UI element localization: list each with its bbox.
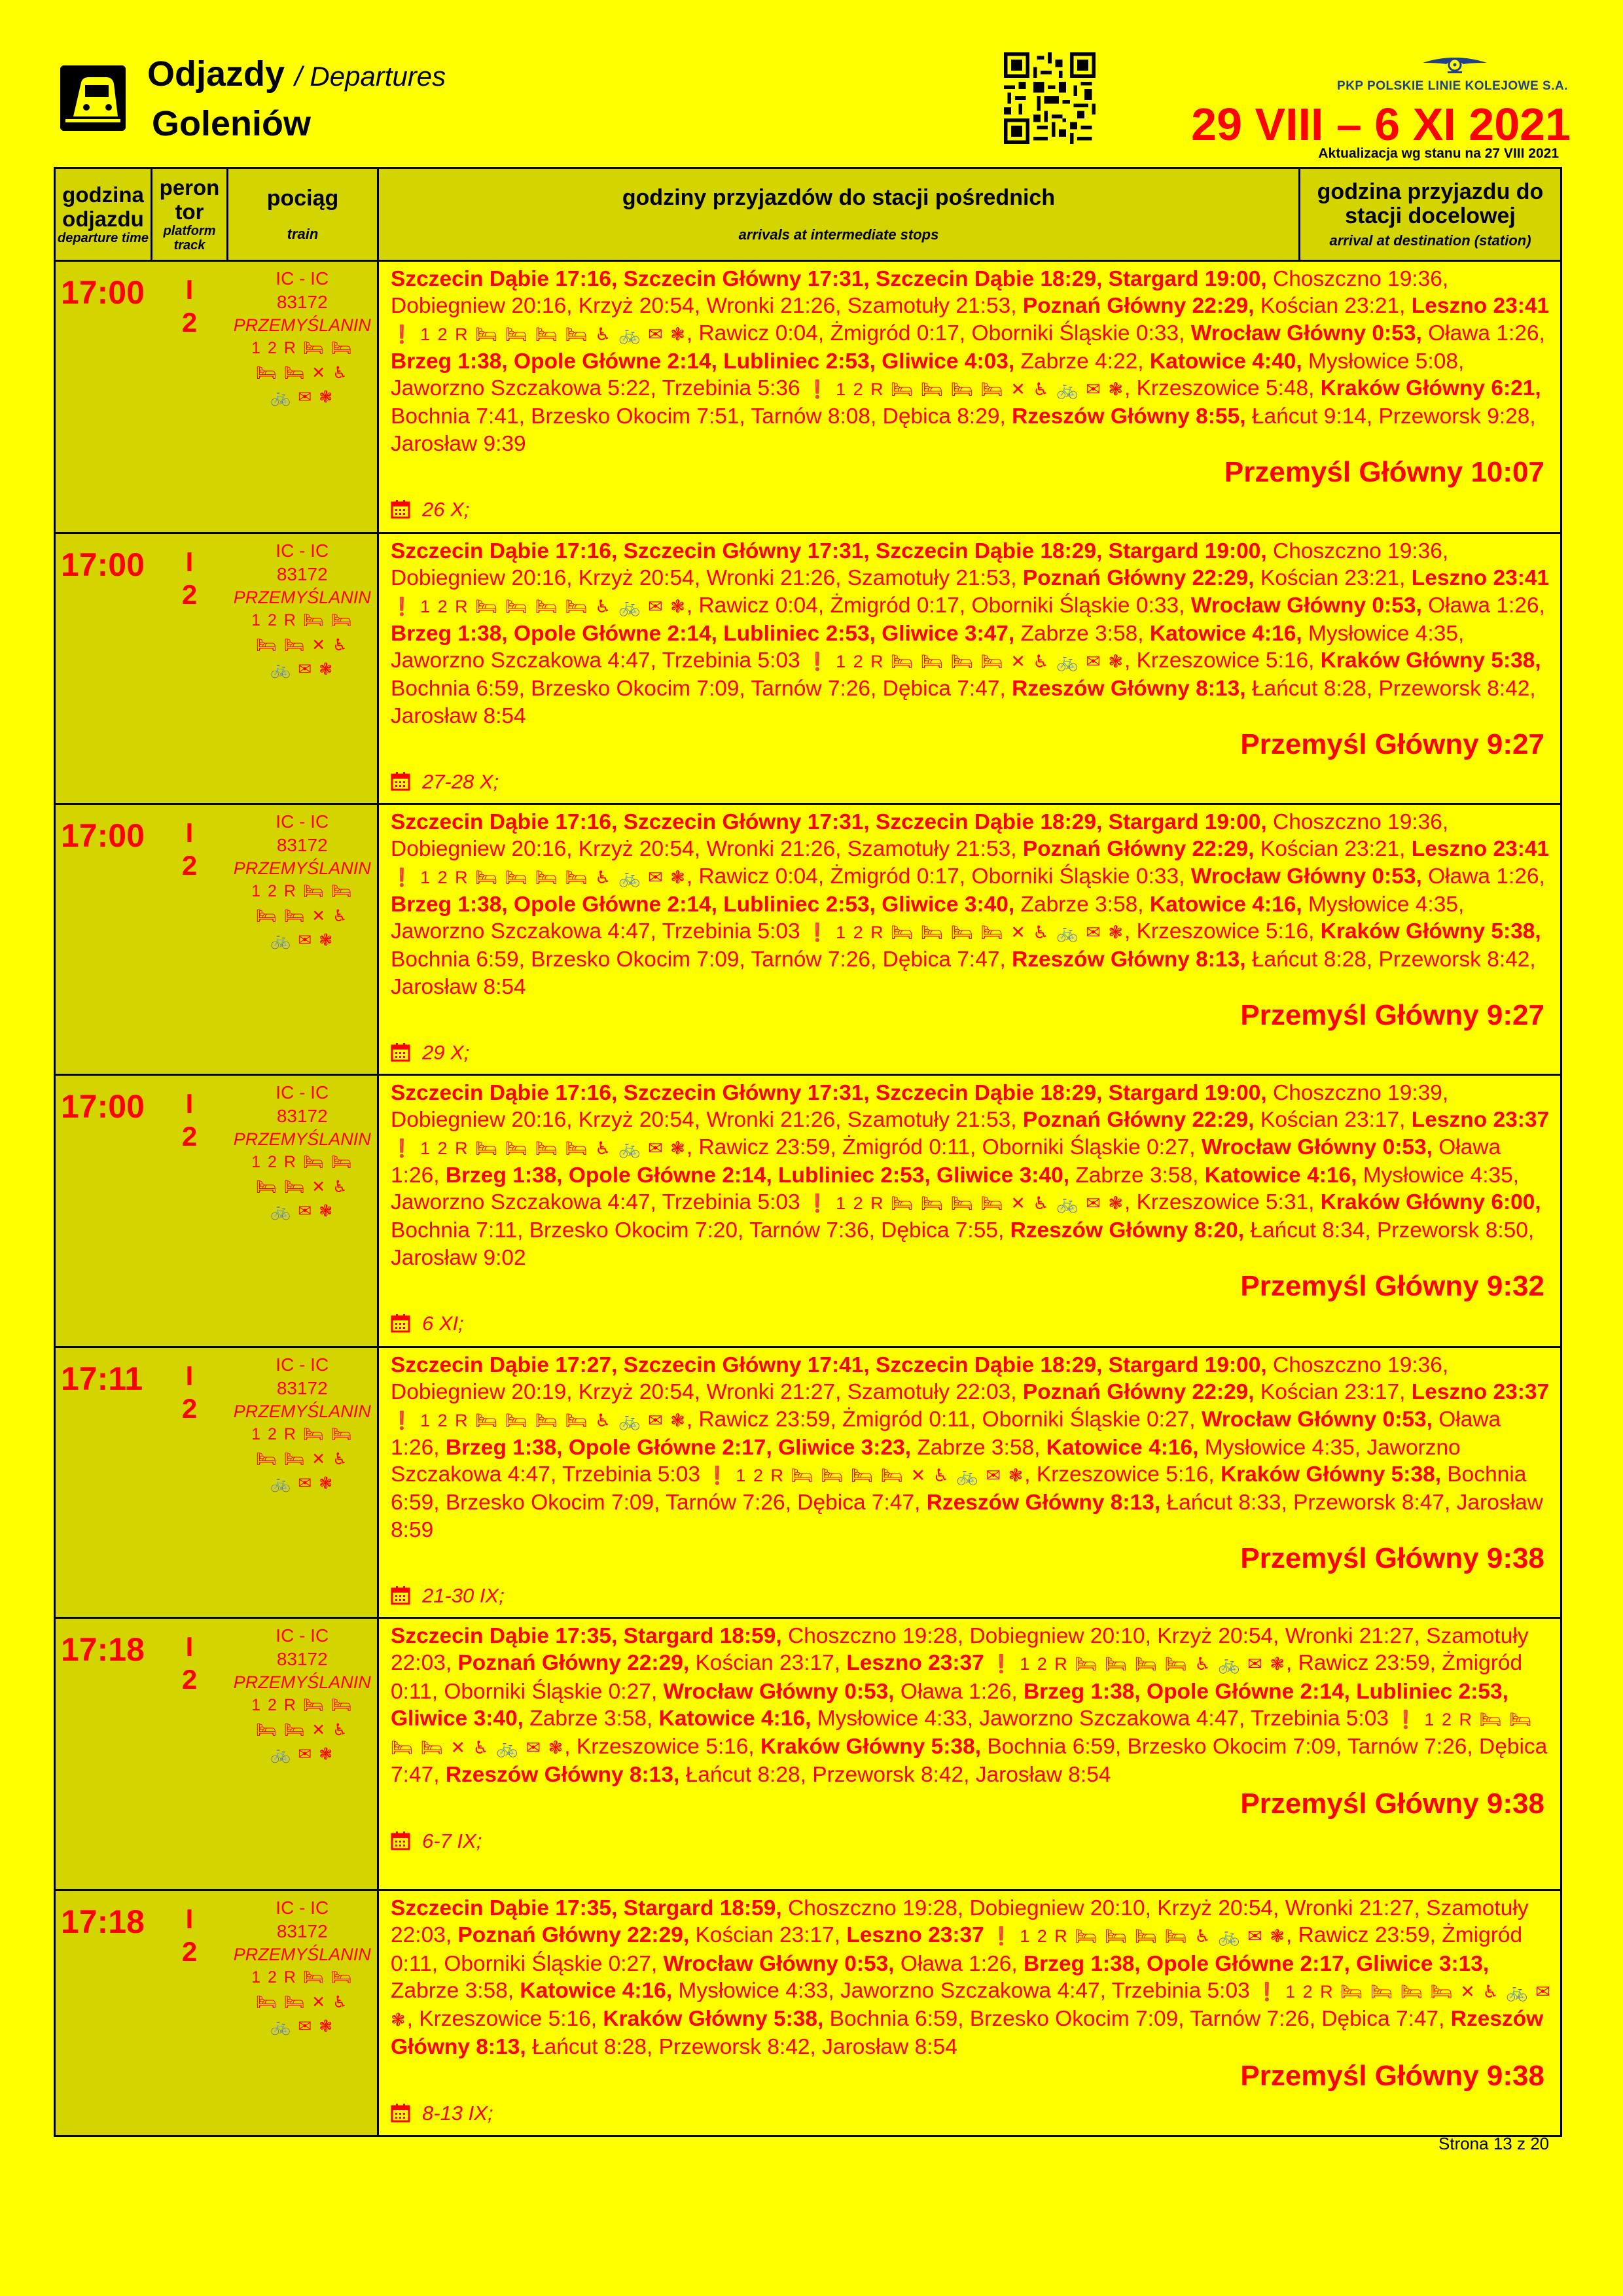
destination-arrival: Przemyśl Główny 9:38 (1240, 2059, 1544, 2092)
restaurant-icon: ✕ (312, 1992, 327, 2011)
reservation-icon: R (283, 1968, 297, 1987)
service-icons (228, 879, 378, 904)
platform-cell (152, 804, 228, 1075)
children-icon: ❃ (319, 2017, 334, 2036)
table-row (55, 1347, 1561, 1618)
first-class-icon: 1 (251, 1425, 262, 1444)
platform-number: 2 (181, 579, 198, 610)
couchette-icon: 🛏 (255, 1449, 278, 1468)
train-category: IC - IC (276, 811, 329, 832)
sleeper-icon: 🛏 (330, 1696, 353, 1715)
col-train-en: train (287, 226, 319, 243)
running-dates (391, 497, 1554, 523)
couchette-icon: 🛏 (255, 635, 278, 654)
running-dates (391, 1828, 1554, 1854)
reservation-icon: R (283, 339, 297, 358)
col-train (228, 168, 378, 261)
restaurant-icon: ✕ (312, 635, 327, 654)
intermediate-stops: Szczecin Dąbie 17:16, Szczecin Główny 17:31, Szczecin Dąbie 18:29, Stargard 19:00, Choszczno 19:36, Dobiegniew 20:16, Krzyż 20:54, Wronki 21:26, Szamotuły 21:53, Poznań Główny 22:29, Kościan 23:21, Leszno 23:41 ❗ 1 2 R 🛏 🛏 🛏 🛏 ♿ 🚲 ✉ ❃, Rawicz 0:04, Żmigród 0:17, Oborniki Śląskie 0:33, Wrocław Główny 0:53, Oława 1:26, Brzeg 1:38, Opole Główne 2:14, Lubliniec 2:53, Gliwice 3:40, Zabrze 3:58, Katowice 4:16, Mysłowice 4:35, Jaworzno Szczakowa 4:47, Trzebinia 5:03 ❗ 1 2 R 🛏 🛏 🛏 🛏 ✕ ♿ 🚲 ✉ ❃, Krzeszowice 5:16, Kraków Główny 5:38, Bochnia 6:59, Brzesko Okocim 7:09, Tarnów 7:26, Dębica 7:47, Rzeszów Główny 8:13, Łańcut 8:28, Przeworsk 8:42, Jarosław 8:54 (391, 810, 1550, 999)
service-icons (228, 1150, 378, 1175)
service-icons (228, 1966, 378, 1990)
table-row (55, 1890, 1561, 2136)
couchette-icon: 🛏 (255, 1720, 278, 1739)
couchette-icon: 🛏 (255, 363, 278, 382)
sleeper-icon: 🛏 (283, 1177, 306, 1196)
intermediate-stops: Szczecin Dąbie 17:35, Stargard 18:59, Choszczno 19:28, Dobiegniew 20:10, Krzyż 20:54, Wronki 21:27, Szamotuły 22:03, Poznań Główny 22:29, Kościan 23:17, Leszno 23:37 ❗ 1 2 R 🛏 🛏 🛏 🛏 ♿ 🚲 ✉ ❃, Rawicz 23:59, Żmigród 0:11, Oborniki Śląskie 0:27, Wrocław Główny 0:53, Oława 1:26, Brzeg 1:38, Opole Główne 2:14, Lubliniec 2:53, Gliwice 3:40, Zabrze 3:58, Katowice 4:16, Mysłowice 4:33, Jaworzno Szczakowa 4:47, Trzebinia 5:03 ❗ 1 2 R 🛏 🛏 🛏 🛏 ✕ ♿ 🚲 ✉ ❃, Krzeszowice 5:16, Kraków Główny 5:38, Bochnia 6:59, Brzesko Okocim 7:09, Tarnów 7:26, Dębica 7:47, Rzeszów Główny 8:13, Łańcut 8:28, Przeworsk 8:42, Jarosław 8:54 (391, 1624, 1548, 1788)
train-cell (228, 804, 378, 1075)
train-front-icon (60, 65, 126, 131)
departures-body (55, 261, 1561, 2136)
table-row (55, 804, 1561, 1075)
departure-time: 17:00 (61, 817, 145, 854)
route-cell (378, 533, 1561, 804)
second-class-icon: 2 (268, 1153, 278, 1172)
restaurant-icon: ✕ (312, 363, 327, 382)
children-icon: ❃ (319, 1202, 334, 1221)
bicycle-icon: 🚲 (270, 1474, 293, 1493)
service-icons (228, 609, 378, 633)
platform-cell (152, 1618, 228, 1890)
platform-number: 2 (181, 850, 198, 881)
train-cell (228, 1618, 378, 1890)
train-cell (228, 1075, 378, 1347)
mail-icon: ✉ (298, 931, 313, 950)
wheelchair-icon: ♿ (332, 1992, 349, 2011)
route-cell (378, 1890, 1561, 2136)
departure-time: 17:00 (61, 274, 145, 311)
couchette-icon: 🛏 (302, 1968, 325, 1987)
service-icons (228, 633, 378, 658)
bicycle-icon: 🚲 (270, 2017, 293, 2036)
route-cell (378, 1347, 1561, 1618)
children-icon: ❃ (319, 388, 334, 407)
mail-icon: ✉ (298, 1745, 313, 1764)
train-number: 83172 (276, 563, 328, 584)
sleeper-icon: 🛏 (330, 1425, 353, 1444)
service-icons (228, 1718, 378, 1743)
col-departure (55, 168, 152, 261)
platform-number: 2 (181, 1393, 198, 1424)
running-dates-text: 8-13 IX; (422, 2101, 493, 2125)
route-cell (378, 261, 1561, 533)
qr-code[interactable] (1004, 52, 1096, 144)
track-number: I (185, 1360, 194, 1391)
departure-time: 17:18 (61, 1631, 145, 1668)
col-platform-en: platform track (163, 223, 216, 253)
sleeper-icon: 🛏 (283, 1720, 306, 1739)
intermediate-stops: Szczecin Dąbie 17:16, Szczecin Główny 17:31, Szczecin Dąbie 18:29, Stargard 19:00, Choszczno 19:36, Dobiegniew 20:16, Krzyż 20:54, Wronki 21:26, Szamotuły 21:53, Poznań Główny 22:29, Kościan 23:21, Leszno 23:41 ❗ 1 2 R 🛏 🛏 🛏 🛏 ♿ 🚲 ✉ ❃, Rawicz 0:04, Żmigród 0:17, Oborniki Śląskie 0:33, Wrocław Główny 0:53, Oława 1:26, Brzeg 1:38, Opole Główne 2:14, Lubliniec 2:53, Gliwice 3:47, Zabrze 3:58, Katowice 4:16, Mysłowice 4:35, Jaworzno Szczakowa 4:47, Trzebinia 5:03 ❗ 1 2 R 🛏 🛏 🛏 🛏 ✕ ♿ 🚲 ✉ ❃, Krzeszowice 5:16, Kraków Główny 5:38, Bochnia 6:59, Brzesko Okocim 7:09, Tarnów 7:26, Dębica 7:47, Rzeszów Główny 8:13, Łańcut 8:28, Przeworsk 8:42, Jarosław 8:54 (391, 539, 1550, 728)
bicycle-icon: 🚲 (270, 388, 293, 407)
platform-number: 2 (181, 1936, 198, 1968)
running-dates (391, 1583, 1554, 1609)
reservation-icon: R (283, 882, 297, 901)
running-dates (391, 1311, 1554, 1337)
service-icons (228, 1175, 378, 1200)
departure-time: 17:18 (61, 1903, 145, 1940)
track-number: I (185, 817, 194, 848)
departure-time: 17:11 (61, 1360, 143, 1397)
platform-cell (152, 261, 228, 533)
calendar-icon (391, 771, 410, 791)
service-icons (228, 904, 378, 929)
bicycle-icon: 🚲 (270, 931, 293, 950)
sleeper-icon: 🛏 (283, 635, 306, 654)
running-dates-text: 27-28 X; (422, 770, 499, 794)
train-category: IC - IC (276, 268, 329, 289)
running-dates (391, 1040, 1554, 1066)
table-row (55, 1075, 1561, 1347)
service-icons (228, 385, 378, 410)
train-number: 83172 (276, 1105, 328, 1126)
mail-icon: ✉ (298, 1202, 313, 1221)
running-dates-text: 6-7 IX; (422, 1829, 482, 1852)
col-destination-pl: godzina przyjazdu do stacji docelowej (1317, 179, 1544, 229)
second-class-icon: 2 (268, 339, 278, 358)
page-number: Strona 13 z 20 (1438, 2134, 1550, 2153)
train-cell (228, 533, 378, 804)
calendar-icon (391, 499, 410, 519)
platform-cell (152, 533, 228, 804)
table-header-row (55, 168, 1561, 261)
reservation-icon: R (283, 611, 297, 630)
first-class-icon: 1 (251, 1153, 262, 1172)
platform-number: 2 (181, 1664, 198, 1695)
col-platform-pl: peron tor (159, 175, 220, 224)
train-name: PRZEMYŚLANIN (233, 1672, 371, 1692)
departure-time: 17:00 (61, 1088, 145, 1125)
intermediate-stops: Szczecin Dąbie 17:16, Szczecin Główny 17:31, Szczecin Dąbie 18:29, Stargard 19:00, Choszczno 19:36, Dobiegniew 20:16, Krzyż 20:54, Wronki 21:26, Szamotuły 21:53, Poznań Główny 22:29, Kościan 23:21, Leszno 23:41 ❗ 1 2 R 🛏 🛏 🛏 🛏 ♿ 🚲 ✉ ❃, Rawicz 0:04, Żmigród 0:17, Oborniki Śląskie 0:33, Wrocław Główny 0:53, Oława 1:26, Brzeg 1:38, Opole Główne 2:14, Lubliniec 2:53, Gliwice 4:03, Zabrze 4:22, Katowice 4:40, Mysłowice 5:08, Jaworzno Szczakowa 5:22, Trzebinia 5:36 ❗ 1 2 R 🛏 🛏 🛏 🛏 ✕ ♿ 🚲 ✉ ❃, Krzeszowice 5:48, Kraków Główny 6:21, Bochnia 7:41, Brzesko Okocim 7:51, Tarnów 8:08, Dębica 8:29, Rzeszów Główny 8:55, Łańcut 9:14, Przeworsk 9:28, Jarosław 9:39 (391, 267, 1550, 456)
train-name: PRZEMYŚLANIN (233, 858, 371, 878)
mail-icon: ✉ (298, 1474, 313, 1493)
departure-time-cell (55, 1075, 152, 1347)
departure-time: 17:00 (61, 546, 145, 583)
children-icon: ❃ (319, 660, 334, 679)
wheelchair-icon: ♿ (332, 1449, 349, 1468)
destination-arrival: Przemyśl Główny 9:38 (1240, 1542, 1544, 1575)
service-icons (228, 1742, 378, 1767)
departure-time-cell (55, 261, 152, 533)
children-icon: ❃ (319, 1745, 334, 1764)
service-icons (228, 1990, 378, 2015)
first-class-icon: 1 (251, 1968, 262, 1987)
sleeper-icon: 🛏 (330, 611, 353, 630)
service-icons (228, 658, 378, 682)
train-number: 83172 (276, 1920, 328, 1941)
second-class-icon: 2 (268, 1425, 278, 1444)
track-number: I (185, 1088, 194, 1119)
departure-time-cell (55, 804, 152, 1075)
wheelchair-icon: ♿ (332, 1720, 349, 1739)
col-departure-pl: godzina odjazdu (62, 183, 144, 231)
running-dates (391, 769, 1554, 795)
calendar-icon (391, 1831, 410, 1850)
title-pl: Odjazdy (147, 54, 285, 94)
track-number: I (185, 274, 194, 305)
col-intermediate-en: arrivals at intermediate stops (738, 226, 939, 243)
first-class-icon: 1 (251, 611, 262, 630)
route-cell (378, 1075, 1561, 1347)
bicycle-icon: 🚲 (270, 660, 293, 679)
intermediate-stops: Szczecin Dąbie 17:35, Stargard 18:59, Choszczno 19:28, Dobiegniew 20:10, Krzyż 20:54, Wronki 21:27, Szamotuły 22:03, Poznań Główny 22:29, Kościan 23:17, Leszno 23:37 ❗ 1 2 R 🛏 🛏 🛏 🛏 ♿ 🚲 ✉ ❃, Rawicz 23:59, Żmigród 0:11, Oborniki Śląskie 0:27, Wrocław Główny 0:53, Oława 1:26, Brzeg 1:38, Opole Główne 2:17, Gliwice 3:13, Zabrze 3:58, Katowice 4:16, Mysłowice 4:33, Jaworzno Szczakowa 4:47, Trzebinia 5:03 ❗ 1 2 R 🛏 🛏 🛏 🛏 ✕ ♿ 🚲 ✉ ❃, Krzeszowice 5:16, Kraków Główny 5:38, Bochnia 6:59, Brzesko Okocim 7:09, Tarnów 7:26, Dębica 7:47, Rzeszów Główny 8:13, Łańcut 8:28, Przeworsk 8:42, Jarosław 8:54 (391, 1896, 1552, 2060)
reservation-icon: R (283, 1696, 297, 1715)
sleeper-icon: 🛏 (283, 1449, 306, 1468)
second-class-icon: 2 (268, 882, 278, 901)
service-icons (228, 1199, 378, 1224)
title-en: / Departures (294, 61, 446, 92)
calendar-icon (391, 1042, 410, 1062)
table-row (55, 261, 1561, 533)
train-number: 83172 (276, 1648, 328, 1669)
couchette-icon: 🛏 (302, 339, 325, 358)
train-name: PRZEMYŚLANIN (233, 1401, 371, 1421)
intermediate-stops: Szczecin Dąbie 17:16, Szczecin Główny 17:31, Szczecin Dąbie 18:29, Stargard 19:00, Choszczno 19:39, Dobiegniew 20:16, Krzyż 20:54, Wronki 21:26, Szamotuły 21:53, Poznań Główny 22:29, Kościan 23:17, Leszno 23:37 ❗ 1 2 R 🛏 🛏 🛏 🛏 ♿ 🚲 ✉ ❃, Rawicz 23:59, Żmigród 0:11, Oborniki Śląskie 0:27, Wrocław Główny 0:53, Oława 1:26, Brzeg 1:38, Opole Główne 2:14, Lubliniec 2:53, Gliwice 3:40, Zabrze 3:58, Katowice 4:16, Mysłowice 4:35, Jaworzno Szczakowa 4:47, Trzebinia 5:03 ❗ 1 2 R 🛏 🛏 🛏 🛏 ✕ ♿ 🚲 ✉ ❃, Krzeszowice 5:31, Kraków Główny 6:00, Bochnia 7:11, Brzesko Okocim 7:20, Tarnów 7:36, Dębica 7:55, Rzeszów Główny 8:20, Łańcut 8:34, Przeworsk 8:50, Jarosław 9:02 (391, 1081, 1550, 1270)
mail-icon: ✉ (298, 2017, 313, 2036)
winged-wheel-logo (1419, 54, 1491, 76)
destination-arrival: Przemyśl Główny 9:27 (1240, 999, 1544, 1032)
destination-arrival: Przemyśl Główny 9:27 (1240, 728, 1544, 761)
reservation-icon: R (283, 1425, 297, 1444)
brand-name: PKP POLSKIE LINIE KOLEJOWE S.A. (1337, 79, 1568, 93)
destination-arrival: Przemyśl Główny 10:07 (1224, 456, 1544, 489)
departure-time-cell (55, 533, 152, 804)
wheelchair-icon: ♿ (332, 906, 349, 925)
platform-cell (152, 1075, 228, 1347)
first-class-icon: 1 (251, 882, 262, 901)
brand-block (1319, 54, 1568, 94)
restaurant-icon: ✕ (312, 1449, 327, 1468)
train-name: PRZEMYŚLANIN (233, 1944, 371, 1964)
running-dates-text: 29 X; (422, 1041, 470, 1065)
mail-icon: ✉ (298, 660, 313, 679)
service-icons (228, 1472, 378, 1496)
col-departure-en: departure time (58, 230, 149, 245)
service-icons (228, 928, 378, 953)
restaurant-icon: ✕ (312, 906, 327, 925)
train-category: IC - IC (276, 1898, 329, 1918)
service-icons (228, 1693, 378, 1718)
sleeper-icon: 🛏 (283, 906, 306, 925)
sleeper-icon: 🛏 (330, 1968, 353, 1987)
running-dates (391, 2100, 1554, 2127)
train-cell (228, 261, 378, 533)
running-dates-text: 6 XI; (422, 1312, 464, 1335)
track-number: I (185, 546, 194, 577)
calendar-icon (391, 1585, 410, 1605)
platform-cell (152, 1890, 228, 2136)
couchette-icon: 🛏 (255, 1992, 278, 2011)
route-cell (378, 804, 1561, 1075)
platform-number: 2 (181, 1121, 198, 1152)
departure-time-cell (55, 1618, 152, 1890)
train-number: 83172 (276, 834, 328, 855)
train-name: PRZEMYŚLANIN (233, 315, 371, 335)
wheelchair-icon: ♿ (332, 1177, 349, 1196)
children-icon: ❃ (319, 931, 334, 950)
platform-number: 2 (181, 307, 198, 338)
reservation-icon: R (283, 1153, 297, 1172)
service-icons (228, 336, 378, 361)
couchette-icon: 🛏 (302, 1425, 325, 1444)
page-title (147, 54, 446, 94)
departure-time-cell (55, 1890, 152, 2136)
bicycle-icon: 🚲 (270, 1202, 293, 1221)
sleeper-icon: 🛏 (283, 363, 306, 382)
train-name: PRZEMYŚLANIN (233, 1129, 371, 1149)
calendar-icon (391, 2103, 410, 2123)
intermediate-stops: Szczecin Dąbie 17:27, Szczecin Główny 17:41, Szczecin Dąbie 18:29, Stargard 19:00, Choszczno 19:36, Dobiegniew 20:19, Krzyż 20:54, Wronki 21:27, Szamotuły 22:03, Poznań Główny 22:29, Kościan 23:17, Leszno 23:37 ❗ 1 2 R 🛏 🛏 🛏 🛏 ♿ 🚲 ✉ ❃, Rawicz 23:59, Żmigród 0:11, Oborniki Śląskie 0:27, Wrocław Główny 0:53, Oława 1:26, Brzeg 1:38, Opole Główne 2:17, Gliwice 3:23, Zabrze 3:58, Katowice 4:16, Mysłowice 4:35, Jaworzno Szczakowa 4:47, Trzebinia 5:03 ❗ 1 2 R 🛏 🛏 🛏 🛏 ✕ ♿ 🚲 ✉ ❃, Krzeszowice 5:16, Kraków Główny 5:38, Bochnia 6:59, Brzesko Okocim 7:09, Tarnów 7:26, Dębica 7:47, Rzeszów Główny 8:13, Łańcut 8:33, Przeworsk 8:47, Jarosław 8:59 (391, 1353, 1550, 1542)
table-row (55, 533, 1561, 804)
second-class-icon: 2 (268, 1696, 278, 1715)
col-intermediate (378, 168, 1300, 261)
sleeper-icon: 🛏 (330, 339, 353, 358)
service-icons (228, 361, 378, 386)
couchette-icon: 🛏 (302, 611, 325, 630)
train-category: IC - IC (276, 540, 329, 561)
departures-table (54, 167, 1562, 2137)
first-class-icon: 1 (251, 339, 262, 358)
couchette-icon: 🛏 (302, 882, 325, 901)
wheelchair-icon: ♿ (332, 363, 349, 382)
col-intermediate-pl: godziny przyjazdów do stacji pośrednich (622, 185, 1056, 210)
second-class-icon: 2 (268, 611, 278, 630)
bicycle-icon: 🚲 (270, 1745, 293, 1764)
train-category: IC - IC (276, 1625, 329, 1646)
restaurant-icon: ✕ (312, 1177, 327, 1196)
sleeper-icon: 🛏 (330, 882, 353, 901)
couchette-icon: 🛏 (302, 1153, 325, 1172)
page-header (0, 0, 1623, 167)
service-icons (228, 1447, 378, 1472)
track-number: I (185, 1631, 194, 1662)
train-cell (228, 1347, 378, 1618)
train-category: IC - IC (276, 1354, 329, 1375)
running-dates-text: 26 X; (422, 498, 470, 521)
col-destination (1300, 168, 1561, 261)
track-number: I (185, 1903, 194, 1934)
col-platform (152, 168, 228, 261)
train-name: PRZEMYŚLANIN (233, 587, 371, 607)
couchette-icon: 🛏 (255, 1177, 278, 1196)
table-row (55, 1618, 1561, 1890)
second-class-icon: 2 (268, 1968, 278, 1987)
restaurant-icon: ✕ (312, 1720, 327, 1739)
service-icons (228, 1422, 378, 1447)
col-train-pl: pociąg (266, 185, 339, 211)
running-dates-text: 21-30 IX; (422, 1584, 505, 1608)
route-cell (378, 1618, 1561, 1890)
couchette-icon: 🛏 (255, 906, 278, 925)
mail-icon: ✉ (298, 388, 313, 407)
sleeper-icon: 🛏 (330, 1153, 353, 1172)
sleeper-icon: 🛏 (283, 1992, 306, 2011)
couchette-icon: 🛏 (302, 1696, 325, 1715)
train-number: 83172 (276, 1377, 328, 1398)
destination-arrival: Przemyśl Główny 9:38 (1240, 1787, 1544, 1820)
station-name: Goleniów (152, 104, 311, 143)
validity-period: 29 VIII – 6 XI 2021 (1191, 99, 1571, 150)
train-category: IC - IC (276, 1082, 329, 1103)
service-icons (228, 2015, 378, 2040)
col-destination-en: arrival at destination (station) (1329, 232, 1531, 249)
wheelchair-icon: ♿ (332, 635, 349, 654)
calendar-icon (391, 1313, 410, 1333)
first-class-icon: 1 (251, 1696, 262, 1715)
train-number: 83172 (276, 291, 328, 312)
platform-cell (152, 1347, 228, 1618)
departure-time-cell (55, 1347, 152, 1618)
destination-arrival: Przemyśl Główny 9:32 (1240, 1270, 1544, 1303)
train-cell (228, 1890, 378, 2136)
update-note: Aktualizacja wg stanu na 27 VIII 2021 (1318, 146, 1559, 161)
children-icon: ❃ (319, 1474, 334, 1493)
